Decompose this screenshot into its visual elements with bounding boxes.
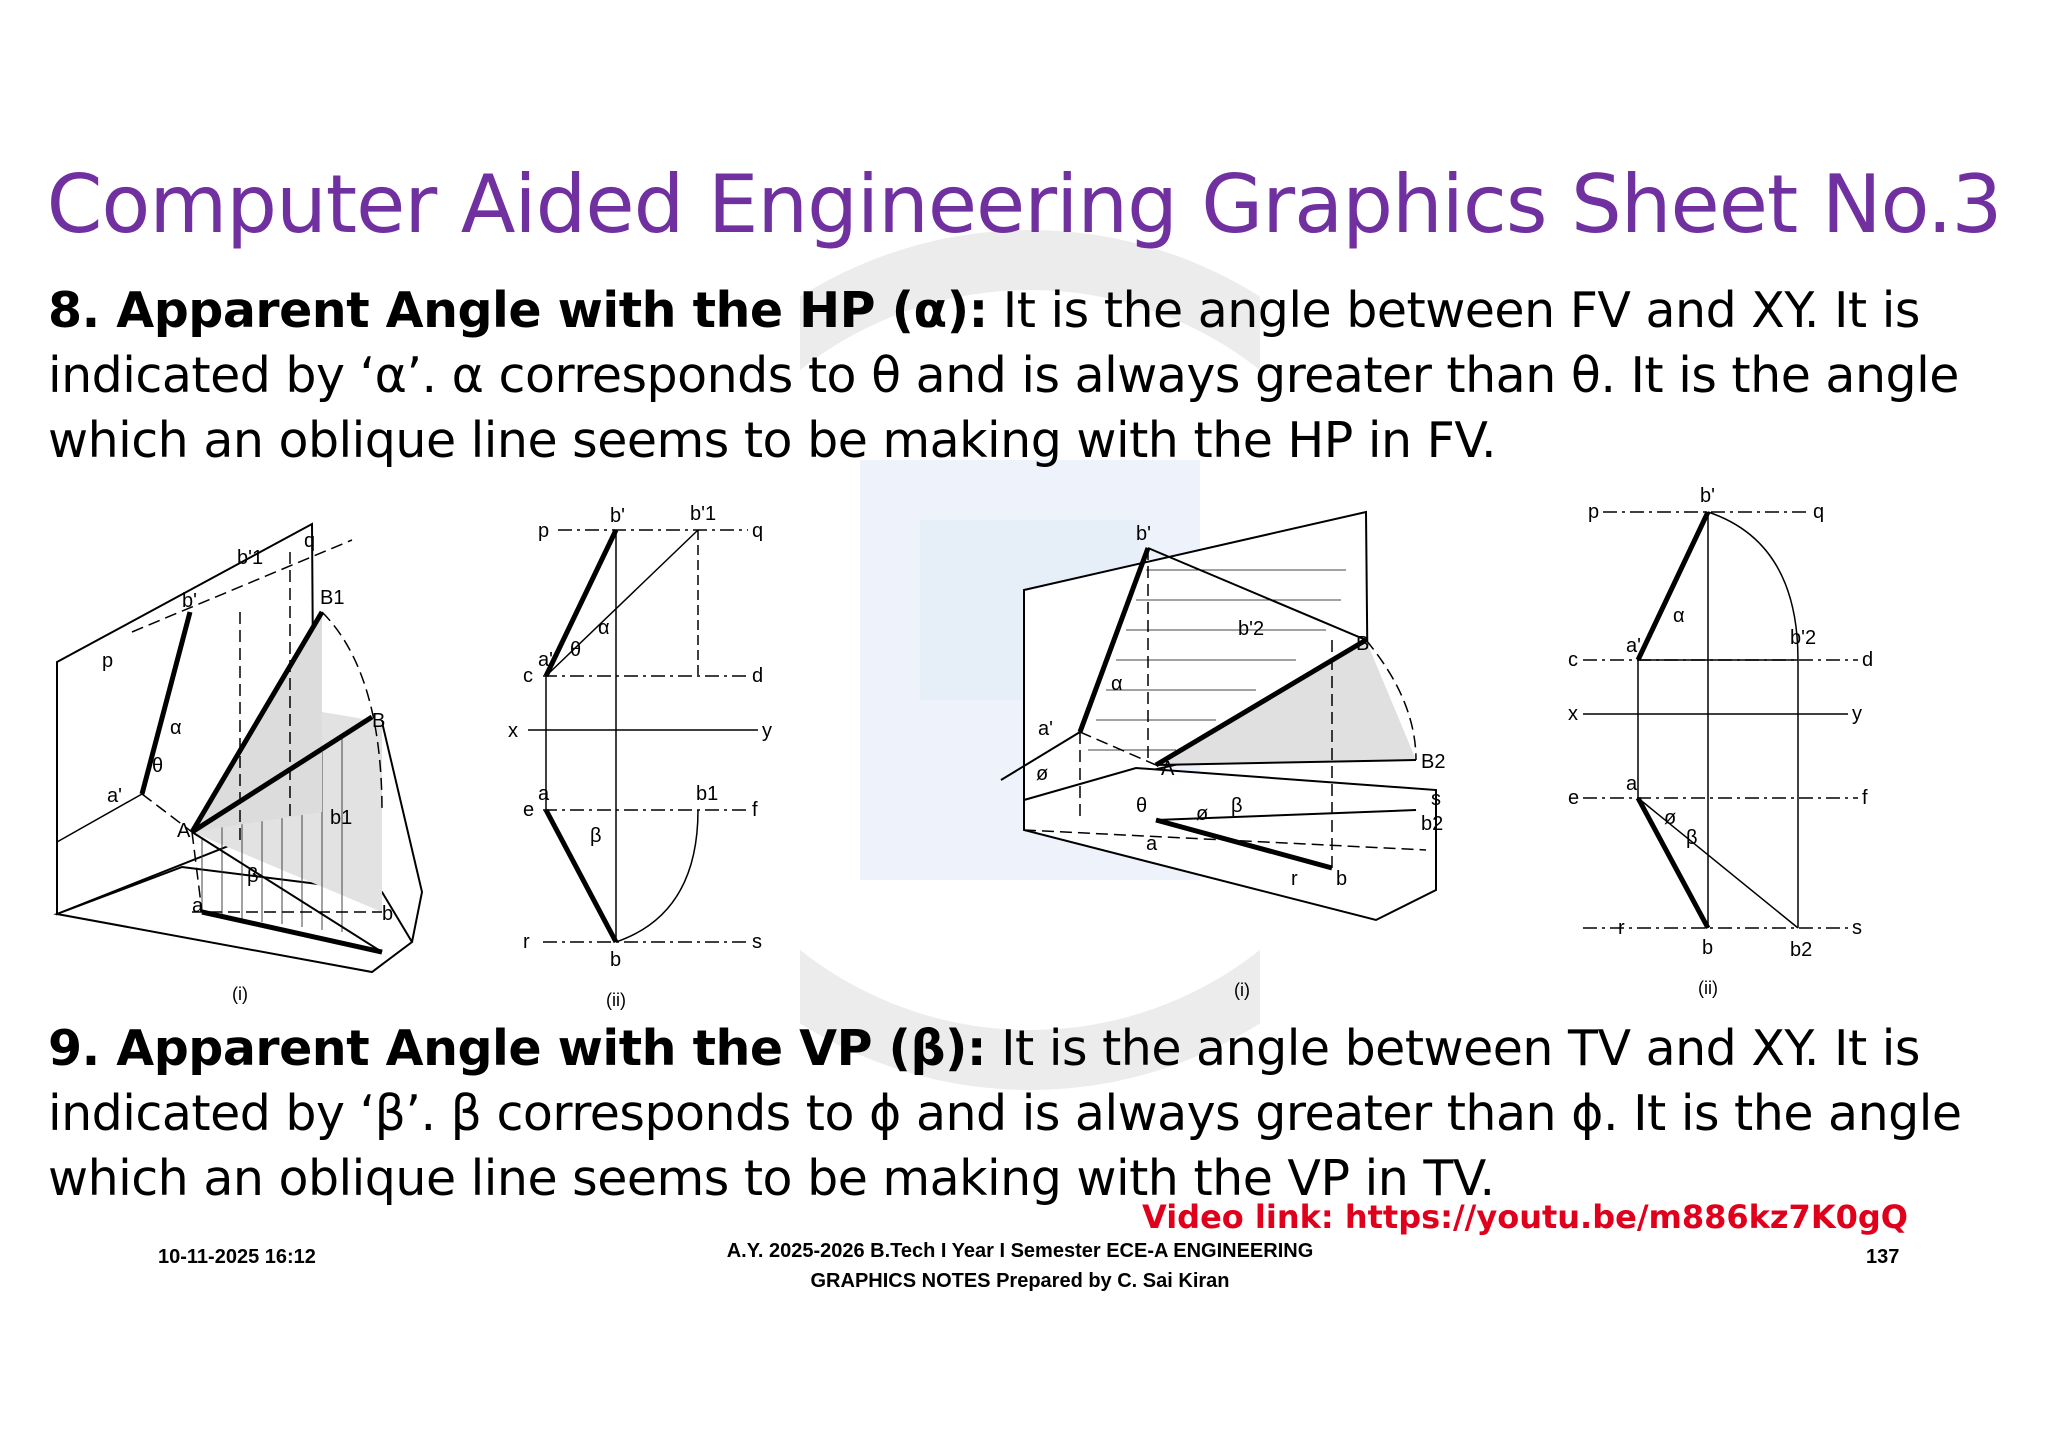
video-link[interactable]: Video link: https://youtu.be/m886kz7K0gQ — [1142, 1198, 1908, 1236]
label-beta-3: β — [1231, 795, 1243, 817]
label-b-4: b — [1702, 937, 1714, 959]
label-A-3: A — [1161, 758, 1175, 780]
fig4-caption: (ii) — [1698, 978, 1718, 998]
label-theta-3: θ — [1136, 795, 1148, 817]
slide-title: Computer Aided Engineering Graphics Sheet No.3 — [46, 158, 2002, 251]
label-b-2: b — [610, 949, 622, 971]
figure-3-pictorial-vp — [996, 500, 1456, 1000]
label-r-2: r — [523, 931, 530, 953]
label-c-2: c — [523, 665, 533, 687]
label-b1-prime-2: b'1 — [690, 503, 717, 525]
label-b: b — [382, 903, 394, 925]
label-a-prime-3: a' — [1038, 718, 1053, 740]
footer-date: 10-11-2025 16:12 — [158, 1246, 316, 1268]
label-beta-2: β — [590, 825, 602, 847]
label-b1-2: b1 — [696, 783, 719, 805]
label-b-prime-4: b' — [1700, 485, 1715, 507]
label-a: a — [192, 895, 204, 917]
label-phi-4: ø — [1664, 807, 1677, 829]
section-9-heading: 9. Apparent Angle with the VP (β): — [48, 1020, 987, 1077]
fig3-caption: (i) — [1234, 980, 1250, 1000]
label-b-prime: b' — [182, 590, 197, 612]
label-s-3: s — [1431, 788, 1441, 810]
label-p-2: p — [538, 520, 550, 542]
label-e-2: e — [523, 799, 535, 821]
footer-page-number: 137 — [1866, 1246, 1900, 1268]
label-a-4: a — [1626, 773, 1638, 795]
label-f-4: f — [1862, 787, 1868, 809]
label-q-4: q — [1813, 501, 1825, 523]
label-alpha: α — [170, 717, 182, 739]
label-x-2: x — [508, 720, 518, 742]
label-B2-3: B2 — [1421, 751, 1446, 773]
label-b2-3: b2 — [1421, 813, 1444, 835]
label-phi-3: ø — [1036, 763, 1049, 785]
label-beta: β — [247, 865, 259, 887]
label-e-4: e — [1568, 787, 1580, 809]
label-p-4: p — [1588, 501, 1600, 523]
label-a-prime-4: a' — [1626, 635, 1641, 657]
label-B1: B1 — [320, 587, 345, 609]
footer-credit-line-1: A.Y. 2025-2026 B.Tech I Year I Semester ECE-A ENGINEERING — [726, 1240, 1314, 1262]
label-d-2: d — [752, 665, 764, 687]
label-phi-3b: ø — [1196, 803, 1209, 825]
label-b-3: b — [1336, 868, 1348, 890]
label-r-4: r — [1618, 917, 1625, 939]
label-a-3: a — [1146, 833, 1158, 855]
section-8-body: It is the angle between FV and XY. It is indicated by ‘α’. α corresponds to θ and is always greater than θ. It is the angle which an oblique line seems to be making with the HP in FV. — [48, 282, 1959, 469]
footer-credit-line-2: GRAPHICS NOTES Prepared by C. Sai Kiran — [810, 1270, 1230, 1292]
label-s-4: s — [1852, 917, 1862, 939]
figure-1-pictorial-hp — [52, 512, 432, 1012]
label-f-2: f — [752, 799, 758, 821]
footer-credit — [690, 1236, 1350, 1296]
label-b2-prime-3: b'2 — [1238, 618, 1265, 640]
label-b2-prime-4: b'2 — [1790, 627, 1817, 649]
label-x-4: x — [1568, 703, 1578, 725]
label-y-2: y — [762, 720, 772, 742]
label-c-4: c — [1568, 649, 1578, 671]
fig2-caption: (ii) — [606, 990, 626, 1010]
figure-2-orthographic-hp — [498, 494, 788, 1014]
label-B: B — [372, 710, 386, 732]
label-b-prime-2: b' — [610, 505, 625, 527]
label-a-prime-2: a' — [538, 649, 553, 671]
label-b1-prime: b'1 — [237, 547, 264, 569]
label-alpha-3: α — [1111, 673, 1123, 695]
label-q-2: q — [752, 520, 764, 542]
label-alpha-2: α — [598, 617, 610, 639]
label-theta-2: θ — [570, 639, 582, 661]
section-9-body: It is the angle between TV and XY. It is indicated by ‘β’. β corresponds to ϕ and is always greater than ϕ. It is the angle which an oblique line seems to be making with the VP in TV. — [48, 1020, 1962, 1207]
label-b2-4: b2 — [1790, 939, 1813, 961]
label-d-4: d — [1862, 649, 1874, 671]
section-8-paragraph — [48, 278, 2008, 473]
label-s-2: s — [752, 931, 762, 953]
label-theta: θ — [152, 755, 164, 777]
label-B-3: B — [1356, 633, 1370, 655]
label-y-4: y — [1852, 703, 1862, 725]
label-A: A — [177, 820, 191, 842]
label-b1: b1 — [330, 807, 353, 829]
label-b-prime-3: b' — [1136, 523, 1151, 545]
figure-4-orthographic-vp — [1568, 482, 1888, 1002]
label-beta-4: β — [1686, 827, 1698, 849]
section-9-paragraph — [48, 1016, 2008, 1211]
label-r-3: r — [1291, 868, 1298, 890]
section-8-heading: 8. Apparent Angle with the HP (α): — [48, 282, 988, 339]
fig1-caption: (i) — [232, 984, 248, 1004]
label-a-2: a — [538, 783, 550, 805]
label-alpha-4: α — [1673, 605, 1685, 627]
label-p: p — [102, 650, 114, 672]
label-a-prime: a' — [107, 785, 122, 807]
label-q: q — [304, 530, 316, 552]
